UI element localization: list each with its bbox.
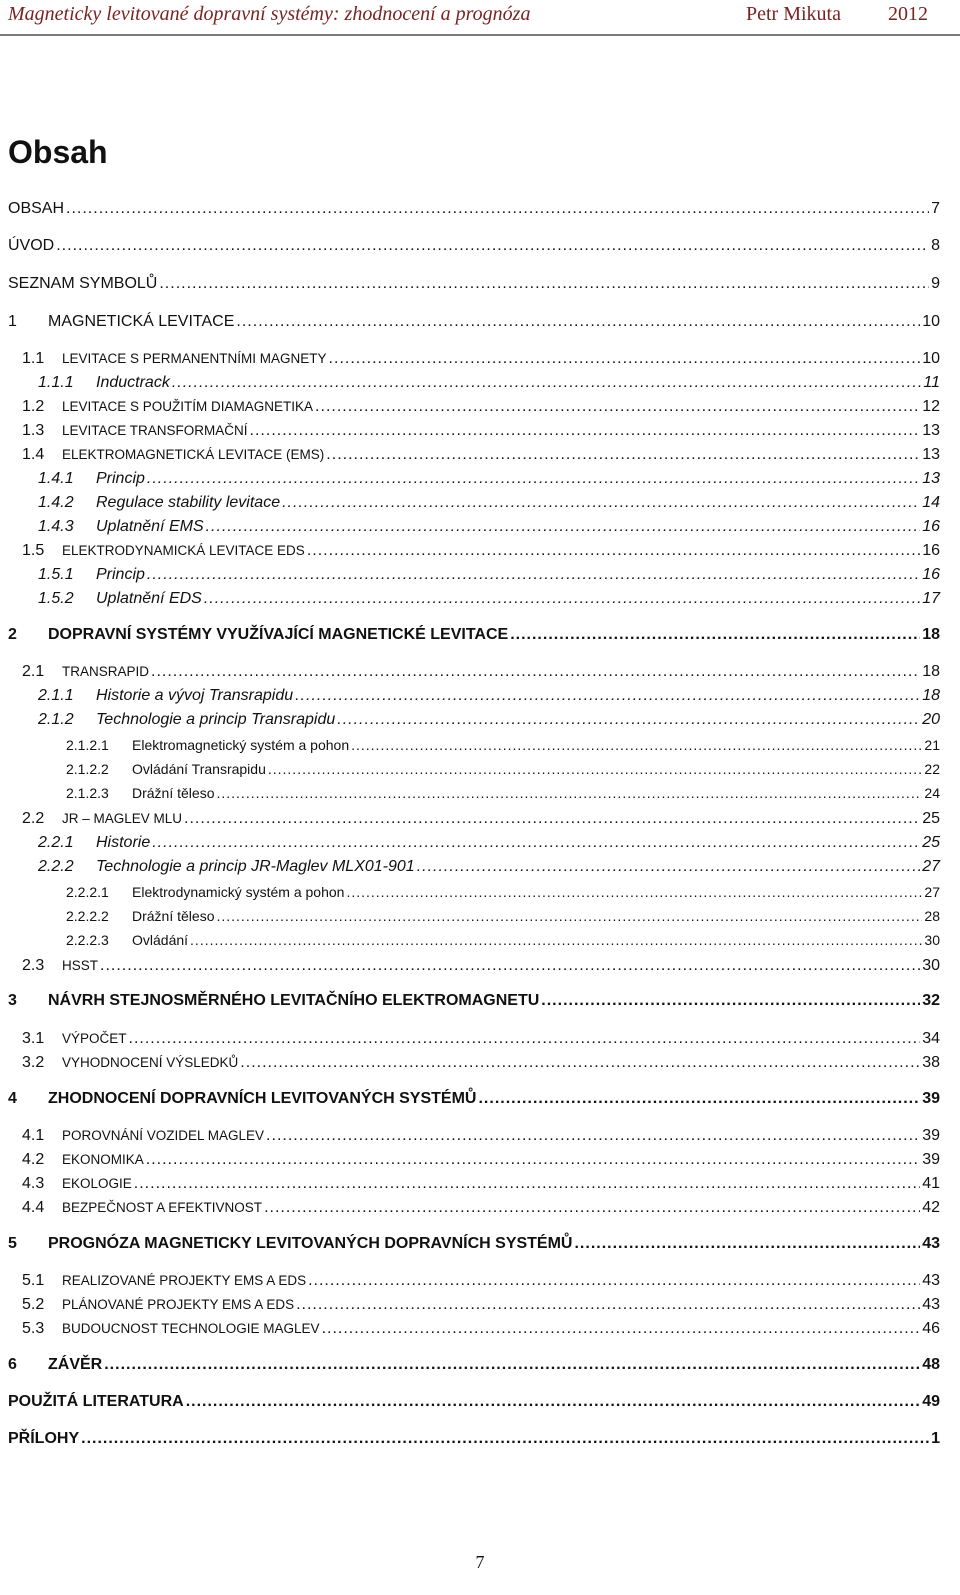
toc-leader-dots [216,908,922,924]
toc-entry-label: REALIZOVANÉ PROJEKTY EMS A EDS [62,1273,307,1288]
toc-entry-label: Regulace stability levitace [96,494,281,511]
toc-leader-dots [307,542,920,560]
toc-entry[interactable] [22,1199,940,1217]
toc-entry-label: NÁVRH STEJNOSMĚRNÉHO LEVITAČNÍHO ELEKTROMAGNETU [48,992,540,1009]
toc-entry[interactable] [66,785,940,801]
toc-entry-page: 21 [924,737,940,753]
toc-entry-page: 30 [924,932,940,948]
toc-entry-label: LEVITACE S POUŽITÍM DIAMAGNETIKA [62,399,314,414]
toc-entry-label: Drážní těleso [132,785,215,801]
toc-entry[interactable] [22,1030,940,1048]
toc-entry-label: ELEKTROMAGNETICKÁ LEVITACE (EMS) [62,447,325,462]
toc-entry-page: 25 [922,810,940,827]
toc-entry-label: DOPRAVNÍ SYSTÉMY VYUŽÍVAJÍCÍ MAGNETICKÉ LEVITACE [48,626,509,643]
toc-entry-label: ZÁVĚR [48,1356,103,1373]
toc-entry-label: OBSAH [8,200,65,217]
toc-entry[interactable] [8,1430,940,1448]
toc-entry-label: Historie a vývoj Transrapidu [96,687,294,704]
toc-entry-page: 13 [922,446,940,463]
toc-entry-number: 4.1 [22,1127,45,1144]
toc-leader-dots [264,1199,920,1217]
toc-leader-dots [151,663,920,681]
toc-entry[interactable] [38,374,940,392]
toc-entry-number: 1.5.1 [38,566,74,583]
toc-entry[interactable] [38,470,940,488]
toc-leader-dots [134,1175,920,1193]
toc-entry-number: 5 [8,1235,17,1252]
toc-leader-dots [186,1393,921,1411]
toc-entry[interactable] [22,422,940,440]
toc-entry[interactable] [66,908,940,924]
toc-entry-number: 2.2 [22,810,45,827]
toc-entry-page: 24 [924,785,940,801]
toc-entry[interactable] [22,1054,940,1072]
toc-leader-dots [172,374,922,392]
toc-entry[interactable] [8,275,940,293]
toc-entry[interactable] [38,518,940,536]
toc-entry-label: PLÁNOVANÉ PROJEKTY EMS A EDS [62,1297,295,1312]
toc-entry-number: 2.2.2 [38,858,74,875]
toc-entry-page: 13 [922,422,940,439]
toc-leader-dots [81,1430,929,1448]
toc-entry-label: ZHODNOCENÍ DOPRAVNÍCH LEVITOVANÝCH SYSTÉMŮ [48,1090,477,1107]
toc-leader-dots [266,1127,920,1145]
toc-leader-dots [478,1090,920,1108]
toc-entry-label: PŘÍLOHY [8,1430,80,1447]
toc-leader-dots [100,957,920,975]
toc-entry[interactable] [22,350,940,368]
toc-leader-dots [56,237,929,255]
toc-entry-page: 27 [922,858,940,875]
toc-entry-number: 1.5 [22,542,45,559]
toc-leader-dots [147,470,920,488]
toc-entry-page: 39 [922,1127,940,1144]
toc-entry-number: 2.2.2.1 [66,884,109,900]
toc-entry-label: VÝPOČET [62,1031,127,1046]
toc-entry[interactable] [22,957,940,975]
toc-entry-label: POROVNÁNÍ VOZIDEL MAGLEV [62,1128,265,1143]
toc-entry-number: 4 [8,1090,17,1107]
toc-entry-page: 39 [922,1090,940,1107]
toc-entry[interactable] [22,1320,940,1338]
toc-leader-dots [417,858,921,876]
toc-entry-page: 10 [922,313,940,330]
toc-entry-page: 9 [931,275,940,292]
toc-entry-page: 38 [922,1054,940,1071]
toc-entry-label: Uplatnění EDS [96,590,202,607]
toc-entry-number: 3 [8,992,17,1009]
toc-entry-page: 46 [922,1320,940,1337]
toc-entry-number: 1.4.3 [38,518,74,535]
toc-entry-label: Inductrack [96,374,170,391]
toc-leader-dots [326,446,920,464]
toc-entry-number: 1.2 [22,398,45,415]
toc-entry[interactable] [38,687,940,705]
toc-leader-dots [337,711,920,729]
toc-title: Obsah [8,134,108,170]
toc-entry-page: 34 [922,1030,940,1047]
toc-entry-label: ÚVOD [8,237,55,254]
toc-entry[interactable] [8,313,940,331]
toc-entry-page: 30 [922,957,940,974]
toc-leader-dots [351,737,922,753]
toc-entry-number: 1.4.2 [38,494,74,511]
toc-entry-label: Historie [96,834,151,851]
toc-leader-dots [315,398,920,416]
toc-entry-label: TRANSRAPID [62,664,150,679]
page-number: 7 [475,1552,485,1572]
toc-entry-label: Technologie a princip Transrapidu [96,711,336,728]
toc-entry-number: 1.5.2 [38,590,74,607]
toc-entry-number: 2.1.2.1 [66,737,109,753]
toc-entry[interactable] [8,1393,940,1411]
toc-entry-number: 6 [8,1356,17,1373]
toc-entry[interactable] [8,626,940,644]
toc-entry-label: Technologie a princip JR-Maglev MLX01-901 [96,858,415,875]
toc-leader-dots [329,350,921,368]
toc-entry-page: 43 [922,1272,940,1289]
toc-entry-label: BEZPEČNOST A EFEKTIVNOST [62,1200,263,1215]
toc-entry[interactable] [66,884,940,900]
toc-entry-label: Elektromagnetický systém a pohon [132,737,350,753]
toc-entry-label: Elektrodynamický systém a pohon [132,884,345,900]
toc-leader-dots [129,1030,921,1048]
toc-entry-label: BUDOUCNOST TECHNOLOGIE MAGLEV [62,1321,320,1336]
toc-leader-dots [510,626,920,644]
toc-leader-dots [66,200,929,218]
toc-leader-dots [308,1272,920,1290]
toc-entry-page: 16 [922,542,940,559]
toc-entry[interactable] [8,1356,940,1374]
toc-entry[interactable] [8,1235,940,1253]
toc-entry-number: 5.2 [22,1296,45,1313]
toc-entry[interactable] [38,834,940,852]
toc-entry[interactable] [22,663,940,681]
toc-leader-dots [541,992,920,1010]
toc-entry[interactable] [66,761,940,777]
toc-entry-number: 5.3 [22,1320,45,1337]
toc-leader-dots [295,687,920,705]
toc-entry-page: 11 [923,374,940,391]
toc-entry[interactable] [8,992,940,1010]
toc-entry-page: 49 [922,1393,940,1410]
toc-entry[interactable] [22,542,940,560]
toc-entry[interactable] [22,1151,940,1169]
toc-entry-page: 43 [922,1296,940,1313]
toc-entry-number: 2 [8,626,17,643]
toc-leader-dots [574,1235,920,1253]
toc-leader-dots [322,1320,921,1338]
toc-entry-page: 18 [922,626,940,643]
toc-leader-dots [146,1151,920,1169]
toc-entry-page: 42 [922,1199,940,1216]
toc-leader-dots [240,1054,920,1072]
toc-entry-number: 4.4 [22,1199,45,1216]
toc-entry-page: 16 [922,518,940,535]
toc-leader-dots [250,422,921,440]
toc-entry-page: 1 [931,1430,940,1447]
toc-entry-number: 2.3 [22,957,45,974]
toc-entry[interactable] [8,200,940,218]
toc-entry-number: 1.1 [22,350,45,367]
toc-entry-label: Ovládání [132,932,189,948]
toc-entry[interactable] [66,932,940,948]
toc-entry-label: VYHODNOCENÍ VÝSLEDKŮ [62,1055,239,1070]
toc-entry-page: 14 [922,494,940,511]
toc-entry[interactable] [22,446,940,464]
toc-entry-page: 12 [922,398,940,415]
toc-entry-number: 2.1 [22,663,45,680]
toc-entry-number: 2.2.1 [38,834,74,851]
toc-entry[interactable] [22,398,940,416]
toc-leader-dots [190,932,922,948]
toc-entry-page: 41 [922,1175,940,1192]
toc-entry-number: 2.2.2.3 [66,932,109,948]
toc-entry-page: 43 [922,1235,940,1252]
page-header [0,0,960,36]
toc-entry-label: LEVITACE TRANSFORMAČNÍ [62,423,248,438]
toc-entry-number: 3.1 [22,1030,45,1047]
toc-entry-label: HSST [62,958,99,973]
toc-entry-page: 39 [922,1151,940,1168]
toc-leader-dots [236,313,920,331]
toc-entry[interactable] [38,711,940,729]
toc-entry-number: 2.2.2.2 [66,908,109,924]
toc-entry[interactable] [38,566,940,584]
toc-entry-page: 16 [922,566,940,583]
toc-entry-page: 20 [922,711,940,728]
toc-entry-page: 17 [922,590,940,607]
toc-entry[interactable] [22,810,940,828]
toc-entry[interactable] [38,494,940,512]
toc-entry[interactable] [22,1127,940,1145]
toc-leader-dots [152,834,920,852]
header-title: Magneticky levitované dopravní systémy: zhodnocení a prognóza [8,3,531,25]
toc-entry-label: Ovládání Transrapidu [132,761,266,777]
toc-entry-page: 28 [924,908,940,924]
toc-entry-label: Princip [96,566,145,583]
toc-leader-dots [282,494,920,512]
toc-entry-number: 2.1.2.3 [66,785,109,801]
toc-entry-label: Uplatnění EMS [96,518,204,535]
toc-entry-number: 1.3 [22,422,45,439]
toc-entry-page: 8 [931,237,940,254]
toc-entry-page: 18 [922,687,940,704]
toc-entry-page: 22 [924,761,940,777]
toc-entry-page: 7 [931,200,940,217]
toc-leader-dots [147,566,920,584]
toc-entry-number: 1.1.1 [38,374,74,391]
toc-entry-number: 1.4 [22,446,45,463]
toc-entry-label: POUŽITÁ LITERATURA [8,1393,184,1410]
toc-leader-dots [159,275,929,293]
toc-entry-label: Drážní těleso [132,908,215,924]
toc-entry-page: 48 [922,1356,940,1373]
toc-leader-dots [104,1356,920,1374]
header-author: Petr Mikuta [746,3,841,25]
toc-entry[interactable] [38,858,940,876]
toc-entry-label: SEZNAM SYMBOLŮ [8,275,158,292]
toc-leader-dots [268,761,923,777]
toc-entry-label: EKONOMIKA [62,1152,144,1167]
toc-entry-number: 2.1.2 [38,711,74,728]
toc-entry-number: 3.2 [22,1054,45,1071]
toc-entry[interactable] [66,737,940,753]
toc-entry-label: EKOLOGIE [62,1176,132,1191]
toc-entry[interactable] [38,590,940,608]
toc-entry[interactable] [22,1175,940,1193]
toc-entry[interactable] [8,1090,940,1108]
toc-entry-page: 18 [922,663,940,680]
toc-entry[interactable] [22,1272,940,1290]
toc-entry-label: Princip [96,470,145,487]
toc-entry-number: 4.2 [22,1151,45,1168]
toc-leader-dots [346,884,922,900]
toc-entry-page: 25 [922,834,940,851]
toc-entry-page: 32 [922,992,940,1009]
toc-entry[interactable] [8,237,940,255]
header-year: 2012 [888,3,928,25]
toc-entry-page: 10 [922,350,940,367]
toc-leader-dots [184,810,920,828]
toc-leader-dots [296,1296,920,1314]
toc-entry-page: 13 [922,470,940,487]
toc-entry-number: 1.4.1 [38,470,74,487]
toc-entry-label: ELEKTRODYNAMICKÁ LEVITACE EDS [62,543,305,558]
toc-leader-dots [204,590,920,608]
toc-entry-number: 4.3 [22,1175,45,1192]
toc-leader-dots [216,785,922,801]
toc-entry-number: 2.1.2.2 [66,761,109,777]
toc-entry-number: 2.1.1 [38,687,74,704]
toc-entry-page: 27 [924,884,940,900]
toc-entry[interactable] [22,1296,940,1314]
toc-entry-number: 1 [8,313,17,330]
toc-entry-label: LEVITACE S PERMANENTNÍMI MAGNETY [62,351,327,366]
toc-entry-number: 5.1 [22,1272,45,1289]
toc-entry-label: MAGNETICKÁ LEVITACE [48,313,235,330]
toc-leader-dots [206,518,921,536]
toc-entry-label: JR – MAGLEV MLU [62,811,183,826]
toc-entry-label: PROGNÓZA MAGNETICKY LEVITOVANÝCH DOPRAVNÍCH SYSTÉMŮ [48,1235,573,1252]
